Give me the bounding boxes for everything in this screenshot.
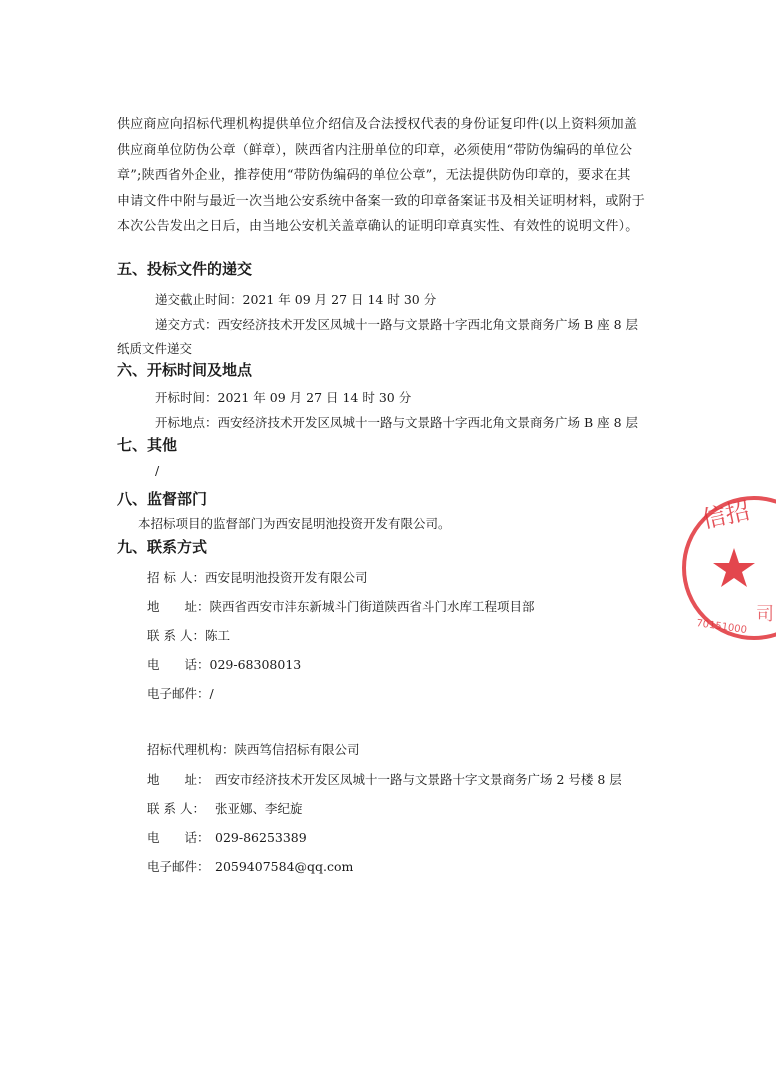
intro-line: 供应商单位防伪公章（鲜章），陕西省内注册单位的印章，必须使用“带防伪编码的单位公	[117, 142, 633, 158]
submission-method: 递交方式：西安经济技术开发区凤城十一路与文景路十字西北角文景商务广场 B 座 8 层	[155, 317, 639, 332]
agency-name-value: 陕西笃信招标有限公司	[234, 742, 360, 757]
tenderer-email-label: 电子邮件：	[147, 686, 210, 701]
tenderer-phone-label: 电 话：	[147, 657, 210, 672]
intro-line: 章”;陕西省外企业，推荐使用“带防伪编码的单位公章”，无法提供防伪印章的，要求在其	[117, 168, 631, 184]
company-seal	[676, 486, 776, 646]
intro-line: 供应商应向招标代理机构提供单位介绍信及合法授权代表的身份证复印件(以上资料须加盖	[117, 117, 638, 132]
section-9-title: 九、联系方式	[117, 538, 208, 556]
tenderer-email-value: /	[209, 686, 214, 701]
agency-address	[147, 770, 622, 788]
tenderer-email	[147, 684, 214, 702]
agency-address-label: 地 址：	[147, 772, 210, 787]
intro-line: 申请文件中附与最近一次当地公安系统中备案一致的印章备案证书及相关证明材料，或附于	[117, 193, 646, 209]
seal-graphic	[676, 486, 776, 646]
tenderer-contact-value: 陈工	[204, 628, 230, 643]
tenderer-contact-label: 联 系 人：	[147, 628, 205, 643]
other-content: /	[155, 463, 160, 478]
section-8-title: 八、监督部门	[117, 490, 208, 508]
agency-name-label: 招标代理机构：	[147, 742, 235, 757]
tenderer-name-label: 招 标 人：	[147, 570, 205, 585]
agency-email-value: 2059407584@qq.com	[215, 859, 354, 874]
opening-place: 开标地点：西安经济技术开发区凤城十一路与文景路十字西北角文景商务广场 B 座 8 层	[155, 415, 639, 430]
tenderer-address	[147, 597, 535, 615]
section-5-title: 五、投标文件的递交	[117, 260, 253, 278]
tenderer-name-value: 西安昆明池投资开发有限公司	[204, 570, 368, 585]
tenderer-name	[147, 568, 367, 586]
section-6-title: 六、开标时间及地点	[117, 361, 253, 379]
agency-phone	[147, 828, 307, 846]
submission-method-cont: 纸质文件递交	[117, 341, 193, 356]
section-7-title: 七、其他	[117, 436, 178, 454]
tenderer-contact	[147, 626, 230, 644]
agency-email	[147, 857, 353, 875]
agency-email-label: 电子邮件：	[147, 859, 210, 874]
tenderer-phone-value: 029-68308013	[209, 657, 302, 672]
agency-phone-value: 029-86253389	[215, 830, 307, 845]
agency-phone-label: 电 话：	[147, 830, 210, 845]
intro-line: 本次公告发出之日后，由当地公安机关盖章确认的证明印章真实性、有效性的说明文件）。	[117, 219, 639, 235]
tenderer-phone	[147, 655, 301, 673]
seal-number: 70151000	[695, 618, 748, 637]
agency-contact	[147, 799, 303, 817]
agency-contact-value: 张亚娜、李纪旋	[215, 801, 303, 816]
submission-deadline: 递交截止时间：2021 年 09 月 27 日 14 时 30 分	[155, 292, 437, 307]
seal-fragment: 司	[756, 604, 774, 625]
tenderer-address-value: 陕西省西安市沣东新城斗门街道陕西省斗门水库工程项目部	[209, 599, 535, 614]
seal-chars: 信招	[699, 496, 753, 534]
intro-paragraph	[117, 112, 645, 240]
tenderer-address-label: 地 址：	[147, 599, 210, 614]
agency-name	[147, 740, 360, 758]
agency-address-value: 西安市经济技术开发区凤城十一路与文景路十字文景商务广场 2 号楼 8 层	[215, 772, 622, 787]
supervision-content: 本招标项目的监督部门为西安昆明池投资开发有限公司。	[138, 516, 451, 531]
opening-time: 开标时间：2021 年 09 月 27 日 14 时 30 分	[155, 390, 412, 405]
seal-star-icon	[713, 548, 755, 587]
agency-contact-label: 联 系 人：	[147, 801, 205, 816]
